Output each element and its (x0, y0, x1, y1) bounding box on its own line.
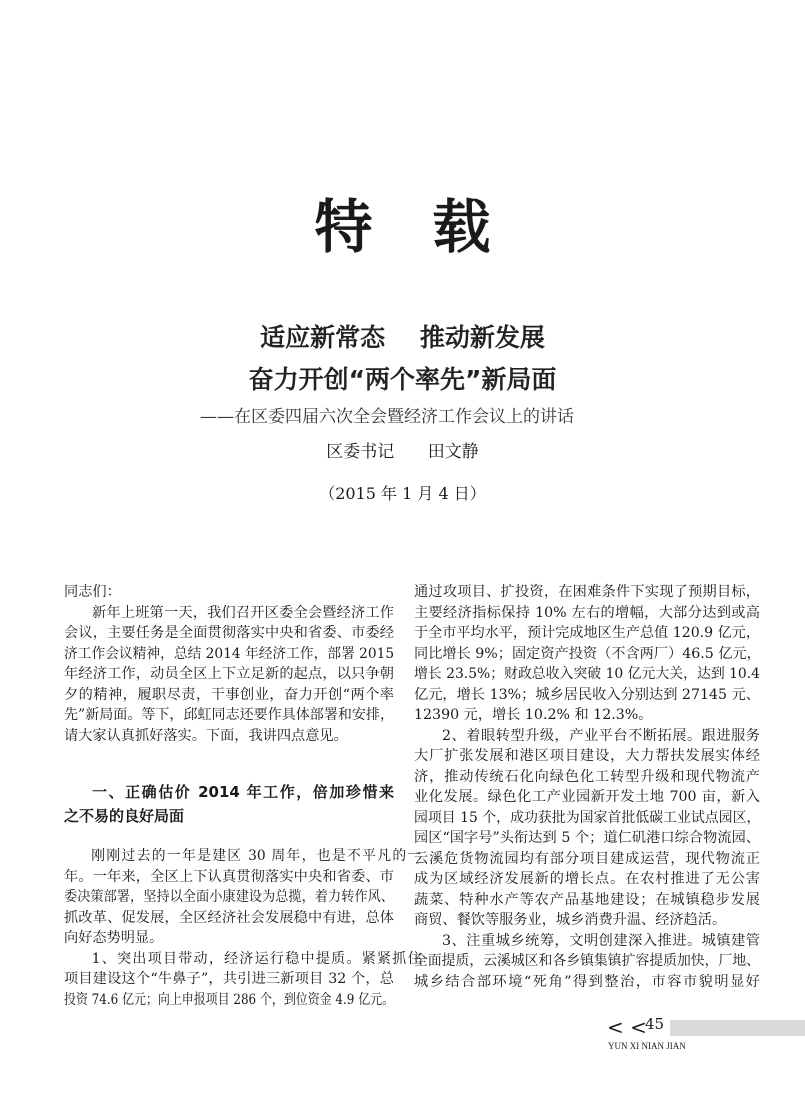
text-line: 蔬菜、特种水产等农产品基地建设；在城镇稳步发展 (414, 891, 760, 908)
paragraph (64, 949, 422, 1011)
text-line: 请大家认真抓好落实。下面，我讲四点意见。 (64, 727, 348, 744)
paragraph (64, 603, 394, 747)
text-line: 大厂扩张发展和港区项目建设，大力帮扶发展实体经 (414, 748, 760, 764)
author: 区委书记 田文静 (326, 442, 479, 462)
text-line: 向好态势明显。 (64, 930, 164, 946)
heading-line: 之不易的良好局面 (64, 807, 185, 825)
text-line: 夕的精神，履职尽责，干事创业，奋力开创“两个率 (64, 686, 394, 703)
text-line: 项目建设这个“牛鼻子”，共引进三新项目 32 个，总 (64, 971, 394, 987)
paragraph (64, 846, 422, 949)
text-line: 城乡结合部环境“死角”得到整治，市容市貌明显好 (414, 973, 760, 990)
text-line: 商贸、餐饮等服务业，城乡消费升温、经济趋活。 (414, 912, 727, 928)
text-line: 刚刚过去的一年是建区 30 周年，也是不平凡的一 (91, 848, 422, 864)
text-line: 通过攻项目、扩投资，在困难条件下实现了预期目标， (414, 584, 760, 600)
footer-bar (670, 1020, 805, 1036)
page-arrows-icon: < < (607, 1015, 647, 1039)
text-line: 亿元，增长 13%；城乡居民收入分别达到 27145 元、 (414, 686, 760, 703)
text-line: 同比增长 9%；固定资产投资（不含两厂）46.5 亿元， (414, 645, 761, 662)
text-line: 业化发展。绿色化工产业园新开发土地 700 亩，新入 (414, 789, 760, 805)
text-line: 于全市平均水平，预计完成地区生产总值 120.9 亿元， (414, 625, 760, 641)
subtitle: ——在区委四届六次全会暨经济工作会议上的讲话 (200, 407, 574, 427)
text-line: 济，推动传统石化向绿色化工转型升级和现代物流产 (414, 768, 760, 785)
text-line: 3、注重城乡统筹，文明创建深入推进。城镇建管 (442, 932, 760, 949)
text-line: 委决策部署，坚持以全面小康建设为总揽，着力转作风、 (64, 889, 394, 905)
text-line: 投资 74.6 亿元；向上申报项目 286 个，到位资金 4.9 亿元。 (64, 991, 395, 1008)
right-column (414, 582, 760, 992)
text-line: 12390 元，增长 10.2% 和 12.3%。 (414, 707, 653, 723)
date: （2015 年 1 月 4 日） (319, 484, 486, 503)
text-line: 年经济工作，动员全区上下立足新的起点，以只争朝 (64, 666, 394, 682)
text-line: 全面提质，云溪城区和各乡镇集镇扩容提质加快，厂地、 (414, 953, 760, 969)
text-line: 1、突出项目带动，经济运行稳中提质。紧紧抓住 (91, 950, 422, 967)
text-line: 园区“国字号”头衔达到 5 个；道仁矶港口综合物流园、 (414, 830, 760, 846)
text-line: 济工作会议精神，总结 2014 年经济工作，部署 2015 (64, 645, 395, 662)
paragraph (414, 726, 760, 931)
heading-line: 一、正确估价 2014 年工作，倍加珍惜来 (92, 783, 394, 801)
text-line: 抓改革、促发展，全区经济社会发展稳中有进，总体 (64, 909, 394, 926)
paragraph (414, 931, 760, 993)
text-line: 增长 23.5%；财政总收入突破 10 亿元大关，达到 10.4 (414, 666, 760, 682)
headline-line-2: 奋力开创“两个率先”新局面 (248, 365, 557, 394)
text-line: 2、着眼转型升级，产业平台不断拓展。跟进服务 (442, 727, 760, 744)
text-line: 新年上班第一天，我们召开区委全会暨经济工作 (92, 604, 394, 621)
left-column (64, 582, 422, 1010)
text-line: 园项目 15 个，成功获批为国家首批低碳工业试点园区， (414, 809, 761, 826)
headline-line-1: 适应新常态 推动新发展 (260, 323, 545, 352)
salutation: 同志们： (64, 584, 121, 600)
text-line: 云溪危货物流园均有部分项目建成运营，现代物流正 (414, 850, 760, 867)
text-line: 年。一年来，全区上下认真贯彻落实中央和省委、市 (64, 868, 394, 885)
text-line: 主要经济指标保持 10% 左右的增幅，大部分达到或高 (414, 604, 760, 621)
text-line: 成为区域经济发展新的增长点。在农村推进了无公害 (414, 871, 760, 887)
text-line: 先”新局面。等下，邱虹同志还要作具体部署和安排， (64, 707, 394, 723)
paragraph (414, 582, 760, 726)
section-heading (64, 780, 394, 828)
page-number: 45 (645, 1015, 665, 1033)
publication-name: YUN XI NIAN JIAN (608, 1041, 686, 1051)
text-line: 会议，主要任务是全面贯彻落实中央和省委、市委经 (64, 625, 394, 641)
section-title: 特载 (314, 193, 551, 261)
